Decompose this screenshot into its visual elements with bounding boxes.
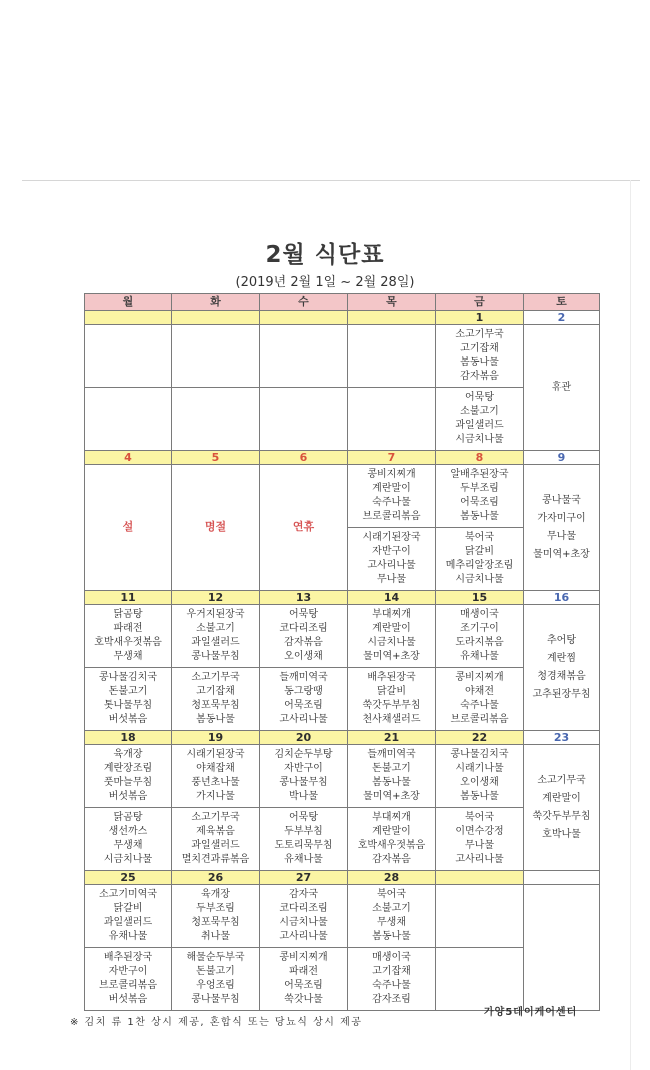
menu-item: 가지나물 — [196, 791, 235, 802]
menu-cell — [348, 668, 436, 731]
day-header: 목 — [348, 294, 436, 311]
menu-cell — [348, 465, 436, 528]
menu-item: 파래전 — [289, 966, 318, 977]
menu-item: 무나물 — [547, 530, 576, 542]
menu-cell — [436, 745, 524, 808]
menu-item: 시금치나물 — [367, 637, 416, 648]
menu-cell — [172, 745, 260, 808]
menu-item: 돈불고기 — [372, 763, 411, 774]
menu-item: 숙주나물 — [372, 980, 411, 991]
saturday-menu-cell — [524, 745, 600, 871]
menu-cell — [172, 325, 260, 388]
menu-item: 풋마늘무침 — [103, 777, 153, 788]
menu-item: 봄동나물 — [372, 931, 411, 942]
menu-cell — [436, 948, 524, 1011]
menu-item: 북어국 — [465, 812, 494, 823]
center-name: 가양5데이케어센터 — [484, 1007, 578, 1018]
menu-item: 버섯볶음 — [108, 791, 148, 802]
menu-cell — [172, 668, 260, 731]
menu-item: 닭갈비 — [465, 546, 494, 557]
saturday-menu-cell — [524, 325, 600, 451]
meal-row — [85, 885, 600, 948]
menu-item: 어묵탕 — [465, 392, 494, 403]
menu-item: 시래기된장국 — [186, 749, 245, 760]
date-cell: 27 — [260, 871, 348, 885]
menu-item: 김치순두부탕 — [274, 749, 333, 760]
menu-cell — [85, 668, 172, 731]
menu-item: 무생채 — [113, 651, 143, 662]
menu-cell — [436, 808, 524, 871]
menu-item: 과일샐러드 — [455, 420, 504, 431]
menu-item: 돈불고기 — [196, 966, 235, 977]
menu-item: 콩나물국 — [542, 494, 581, 506]
menu-item: 닭갈비 — [113, 903, 143, 914]
menu-cell — [436, 465, 524, 528]
menu-item: 소불고기 — [372, 903, 411, 914]
menu-item: 봄동나물 — [460, 511, 499, 522]
date-cell: 15 — [436, 591, 524, 605]
date-cell: 23 — [524, 731, 600, 745]
menu-item: 동그랑땡 — [284, 686, 323, 697]
menu-cell — [172, 388, 260, 451]
date-cell: 26 — [172, 871, 260, 885]
menu-item: 쑥갓두부무침 — [362, 700, 421, 711]
menu-item: 어묵조림 — [284, 980, 323, 991]
menu-cell — [348, 808, 436, 871]
menu-cell — [348, 948, 436, 1011]
menu-item: 배추된장국 — [367, 672, 416, 683]
menu-item: 제육볶음 — [196, 826, 235, 837]
menu-cell — [436, 668, 524, 731]
menu-item: 매생이국 — [372, 952, 411, 963]
date-cell — [85, 311, 172, 325]
menu-item: 감자볶음 — [372, 854, 411, 865]
date-row — [85, 451, 600, 465]
menu-item: 유채나물 — [460, 651, 499, 662]
date-row — [85, 871, 600, 885]
meal-row — [85, 325, 600, 388]
holiday-label: 설 — [122, 520, 134, 533]
menu-item: 어묵조림 — [460, 497, 499, 508]
menu-cell — [348, 528, 436, 591]
menu-item: 어묵탕 — [289, 812, 318, 823]
meal-row — [85, 388, 600, 451]
menu-item: 브로콜리볶음 — [450, 714, 509, 725]
menu-item: 소불고기 — [196, 623, 235, 634]
menu-item: 버섯볶음 — [108, 994, 148, 1005]
menu-item: 계란말이 — [542, 792, 581, 804]
menu-cell — [348, 388, 436, 451]
menu-item: 야채전 — [465, 686, 494, 697]
menu-item: 청포묵무침 — [191, 917, 240, 928]
menu-item: 콩나물김치국 — [450, 749, 509, 760]
menu-item: 고사리나물 — [455, 854, 504, 865]
menu-cell — [172, 885, 260, 948]
menu-item: 소고기미역국 — [99, 889, 157, 900]
menu-item: 천사채샐러드 — [362, 714, 421, 725]
menu-cell — [172, 605, 260, 668]
menu-item: 시금치나물 — [279, 917, 328, 928]
menu-item: 어묵탕 — [289, 609, 318, 620]
menu-item: 도라지볶음 — [455, 637, 504, 648]
day-header: 월 — [85, 294, 172, 311]
menu-item: 고사리나물 — [279, 931, 328, 942]
menu-item: 소고기무국 — [191, 812, 240, 823]
date-cell: 28 — [348, 871, 436, 885]
menu-item: 육개장 — [113, 749, 143, 760]
menu-item: 시래기나물 — [455, 763, 504, 774]
menu-item: 시금치나물 — [103, 854, 153, 865]
scan-edge-line — [22, 180, 640, 181]
menu-item: 가자미구이 — [537, 512, 586, 524]
menu-item: 들깨미역국 — [279, 672, 328, 683]
date-cell: 19 — [172, 731, 260, 745]
meal-row — [85, 948, 600, 1011]
menu-item: 소불고기 — [460, 406, 499, 417]
date-cell — [524, 871, 600, 885]
menu-cell — [348, 605, 436, 668]
menu-cell — [436, 325, 524, 388]
menu-item: 봄동나물 — [460, 357, 499, 368]
menu-item: 유채나물 — [284, 854, 323, 865]
menu-item: 우거지된장국 — [186, 609, 245, 620]
menu-item: 톳나물무침 — [103, 700, 153, 711]
date-range: (2019년 2월 1일 ~ 2월 28일) — [235, 275, 415, 290]
date-cell: 1 — [436, 311, 524, 325]
meal-row — [85, 465, 600, 528]
menu-item: 닭곰탕 — [113, 812, 143, 823]
menu-item: 부대찌개 — [372, 812, 411, 823]
menu-item: 무생채 — [113, 840, 143, 851]
menu-item: 콩비지찌개 — [455, 672, 504, 683]
menu-item: 소고기무국 — [455, 329, 504, 340]
menu-cell — [85, 948, 172, 1011]
date-cell: 25 — [85, 871, 172, 885]
menu-item: 알배추된장국 — [450, 469, 509, 480]
menu-item: 숙주나물 — [372, 497, 411, 508]
menu-item: 콩나물김치국 — [99, 672, 157, 683]
date-cell: 5 — [172, 451, 260, 465]
menu-cell — [85, 605, 172, 668]
menu-item: 쑥갓두부무침 — [532, 810, 591, 822]
menu-item: 자반구이 — [108, 966, 148, 977]
menu-item: 계란찜 — [547, 652, 576, 664]
menu-item: 무생채 — [377, 917, 406, 928]
menu-item: 매생이국 — [460, 609, 499, 620]
menu-item: 무나물 — [465, 840, 494, 851]
meal-row — [85, 808, 600, 871]
saturday-menu-cell — [524, 465, 600, 591]
date-cell: 11 — [85, 591, 172, 605]
date-cell — [172, 311, 260, 325]
menu-item: 부대찌개 — [372, 609, 411, 620]
menu-item: 고기잡채 — [196, 686, 235, 697]
menu-item: 소고기무국 — [191, 672, 240, 683]
menu-item: 북어국 — [465, 532, 494, 543]
holiday-cell — [260, 465, 348, 591]
date-cell: 4 — [85, 451, 172, 465]
holiday-cell — [85, 465, 172, 591]
date-cell: 16 — [524, 591, 600, 605]
footnote: ※ 김치 류 1찬 상시 제공, 혼합식 또는 당뇨식 상시 제공 — [70, 1017, 363, 1028]
saturday-menu-cell — [524, 605, 600, 731]
holiday-label: 연휴 — [292, 520, 315, 533]
menu-item: 멸치견과류볶음 — [181, 854, 250, 865]
menu-item: 청포묵무침 — [191, 700, 240, 711]
menu-item: 콩비지찌개 — [279, 952, 328, 963]
menu-item: 숙주나물 — [460, 700, 499, 711]
day-header: 화 — [172, 294, 260, 311]
menu-cell — [260, 745, 348, 808]
menu-item: 계란말이 — [372, 826, 411, 837]
menu-item: 오이생채 — [284, 651, 323, 662]
date-cell: 8 — [436, 451, 524, 465]
day-header: 금 — [436, 294, 524, 311]
menu-cell — [85, 808, 172, 871]
date-cell: 6 — [260, 451, 348, 465]
menu-item: 자반구이 — [372, 546, 411, 557]
menu-item: 메추리알장조림 — [445, 560, 514, 571]
menu-item: 코다리조림 — [279, 903, 328, 914]
menu-cell — [85, 745, 172, 808]
menu-cell — [172, 808, 260, 871]
menu-item: 시금치나물 — [455, 574, 504, 585]
menu-item: 물미역+초장 — [533, 548, 590, 560]
menu-item: 고사리나물 — [367, 560, 416, 571]
menu-item: 돈불고기 — [108, 686, 148, 697]
menu-item: 소고기무국 — [537, 774, 586, 786]
menu-cell — [436, 605, 524, 668]
menu-item: 야채잡채 — [196, 763, 235, 774]
menu-item: 과일샐러드 — [191, 840, 240, 851]
day-header: 토 — [524, 294, 600, 311]
meal-row — [85, 745, 600, 808]
menu-item: 감자볶음 — [460, 371, 499, 382]
menu-item: 생선까스 — [108, 826, 148, 837]
menu-cell — [348, 885, 436, 948]
day-header: 수 — [260, 294, 348, 311]
menu-cell — [260, 808, 348, 871]
date-cell: 22 — [436, 731, 524, 745]
menu-item: 도토리묵무침 — [274, 840, 333, 851]
menu-item: 고사리나물 — [279, 714, 328, 725]
holiday-label: 명절 — [204, 520, 227, 533]
menu-item: 콩나물무침 — [279, 777, 328, 788]
menu-cell — [85, 388, 172, 451]
menu-item: 배추된장국 — [103, 952, 153, 963]
menu-cell — [260, 948, 348, 1011]
menu-item: 감자볶음 — [284, 637, 323, 648]
menu-item: 고추된장무침 — [532, 688, 591, 700]
menu-item: 자반구이 — [284, 763, 323, 774]
date-cell: 13 — [260, 591, 348, 605]
menu-item: 오이생채 — [460, 777, 499, 788]
menu-item: 쑥갓나물 — [284, 994, 323, 1005]
menu-item: 해물순두부국 — [186, 952, 245, 963]
menu-item: 코다리조림 — [279, 623, 328, 634]
menu-item: 우엉조림 — [196, 980, 235, 991]
date-cell — [436, 871, 524, 885]
menu-item: 시래기된장국 — [362, 532, 421, 543]
menu-cell — [348, 745, 436, 808]
date-row — [85, 731, 600, 745]
menu-item: 계란말이 — [372, 483, 411, 494]
date-cell: 12 — [172, 591, 260, 605]
scan-side-line — [630, 180, 631, 1070]
date-cell: 21 — [348, 731, 436, 745]
menu-cell — [436, 528, 524, 591]
date-row — [85, 311, 600, 325]
menu-item: 시금치나물 — [455, 434, 504, 445]
date-row — [85, 591, 600, 605]
holiday-cell — [172, 465, 260, 591]
meal-row — [85, 668, 600, 731]
menu-item: 박나물 — [289, 791, 318, 802]
meal-plan-table — [84, 293, 600, 1011]
date-cell — [260, 311, 348, 325]
menu-item: 호박새우젓볶음 — [94, 637, 162, 648]
menu-item: 두부조림 — [196, 903, 235, 914]
menu-item: 육개장 — [201, 889, 230, 900]
menu-item: 봄동나물 — [372, 777, 411, 788]
menu-item: 물미역+초장 — [363, 791, 420, 802]
menu-cell — [260, 388, 348, 451]
menu-item: 브로콜리볶음 — [362, 511, 421, 522]
menu-cell — [436, 885, 524, 948]
menu-item: 두부부침 — [284, 826, 323, 837]
menu-cell — [260, 605, 348, 668]
menu-item: 조기구이 — [460, 623, 499, 634]
menu-item: 청경채볶음 — [537, 670, 586, 682]
menu-item: 감자조림 — [372, 994, 411, 1005]
date-cell: 2 — [524, 311, 600, 325]
menu-item: 풍년초나물 — [191, 777, 240, 788]
menu-item: 과일샐러드 — [103, 917, 153, 928]
menu-item: 봄동나물 — [460, 791, 499, 802]
menu-item: 닭곰탕 — [113, 609, 143, 620]
meal-row — [85, 605, 600, 668]
date-cell: 9 — [524, 451, 600, 465]
menu-cell — [260, 885, 348, 948]
menu-cell — [260, 668, 348, 731]
menu-cell — [436, 388, 524, 451]
menu-item: 브로콜리볶음 — [99, 980, 157, 991]
menu-item: 고기잡채 — [460, 343, 499, 354]
date-cell — [348, 311, 436, 325]
menu-item: 취나물 — [201, 931, 230, 942]
saturday-menu-cell — [524, 885, 600, 1011]
menu-cell — [172, 948, 260, 1011]
menu-item: 감자국 — [289, 889, 318, 900]
date-cell: 18 — [85, 731, 172, 745]
menu-item: 유채나물 — [108, 931, 148, 942]
menu-item: 닭갈비 — [377, 686, 406, 697]
menu-item: 이면수강정 — [455, 826, 504, 837]
date-cell: 7 — [348, 451, 436, 465]
menu-item: 휴관 — [551, 381, 572, 393]
menu-cell — [260, 325, 348, 388]
menu-cell — [85, 885, 172, 948]
menu-item: 봄동나물 — [196, 714, 235, 725]
menu-item: 버섯볶음 — [108, 714, 148, 725]
menu-item: 물미역+초장 — [363, 651, 420, 662]
menu-item: 북어국 — [377, 889, 406, 900]
menu-item: 콩나물무침 — [191, 651, 240, 662]
menu-cell — [348, 325, 436, 388]
menu-item: 고기잡채 — [372, 966, 411, 977]
menu-item: 콩나물무침 — [191, 994, 240, 1005]
page-title: 2월 식단표 — [265, 242, 385, 268]
menu-item: 계란말이 — [372, 623, 411, 634]
date-cell: 14 — [348, 591, 436, 605]
menu-cell — [85, 325, 172, 388]
menu-item: 두부조림 — [460, 483, 499, 494]
menu-item: 추어탕 — [547, 634, 576, 646]
menu-item: 어묵조림 — [284, 700, 323, 711]
date-cell: 20 — [260, 731, 348, 745]
menu-item: 계란장조림 — [103, 763, 153, 774]
menu-item: 파래전 — [113, 623, 143, 634]
menu-item: 콩비지찌개 — [367, 469, 416, 480]
menu-item: 과일샐러드 — [191, 637, 240, 648]
menu-item: 들깨미역국 — [367, 749, 416, 760]
menu-item: 호박새우젓볶음 — [357, 840, 426, 851]
menu-item: 무나물 — [377, 574, 406, 585]
menu-item: 호박나물 — [542, 828, 581, 840]
weekday-header-row — [85, 294, 600, 311]
